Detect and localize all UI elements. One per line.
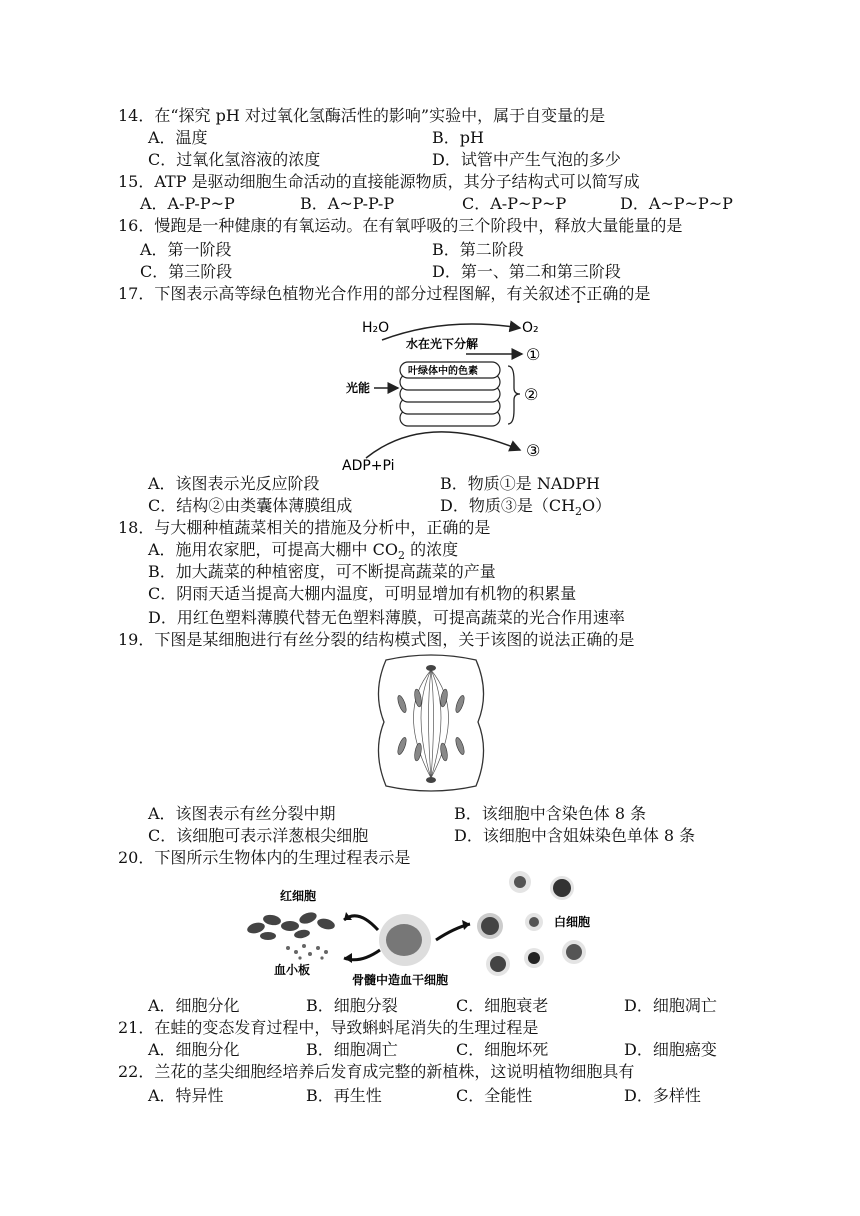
- q17-option-c: C．结构②由类囊体薄膜组成: [148, 496, 353, 515]
- q19-stem: 19．下图是某细胞进行有丝分裂的结构模式图，关于该图的说法正确的是: [118, 630, 635, 649]
- q21-option-b: B．细胞凋亡: [306, 1040, 398, 1059]
- q20-option-c: C．细胞衰老: [456, 996, 549, 1015]
- q15-option-b: B．A~P-P-P: [300, 194, 395, 213]
- product-1-label: ①: [526, 345, 541, 364]
- q16-stem: 16．慢跑是一种健康的有氧运动。在有氧呼吸的三个阶段中，释放大量能量的是: [118, 216, 683, 235]
- q19-option-b: B．该细胞中含染色体 8 条: [454, 804, 647, 823]
- q21-stem: 21．在蛙的变态发育过程中，导致蝌蚪尾消失的生理过程是: [118, 1018, 539, 1037]
- product-3-label: ③: [526, 441, 541, 460]
- stem-cell: [379, 914, 431, 966]
- atp-arrow: [366, 432, 520, 458]
- o2-label: O₂: [522, 320, 539, 336]
- q22-option-b: B．再生性: [306, 1086, 382, 1105]
- platelet-label: 血小板: [274, 963, 311, 977]
- q18-option-d: D．用红色塑料薄膜代替无色塑料薄膜，可提高蔬菜的光合作用速率: [148, 608, 625, 627]
- stem-cell-label: 骨髓中造血干细胞: [352, 973, 449, 987]
- q22-stem: 22．兰花的茎尖细胞经培养后发育成完整的新植株，这说明植物细胞具有: [118, 1062, 635, 1081]
- q14-option-c: C．过氧化氢溶液的浓度: [148, 150, 321, 169]
- h2o-label: H₂O: [362, 320, 390, 336]
- q20-stem: 20．下图所示生物体内的生理过程表示是: [118, 848, 411, 867]
- q16-option-d: D．第一、第二和第三阶段: [432, 262, 621, 281]
- q22-option-c: C．全能性: [456, 1086, 533, 1105]
- q18-option-a: A．施用农家肥，可提高大棚中 $CO_2$ 的浓度: [148, 540, 459, 562]
- mitosis-cell-diagram: [366, 652, 496, 794]
- q20-option-a: A．细胞分化: [148, 996, 240, 1015]
- q19-option-d: D．该细胞中含姐妹染色单体 8 条: [454, 826, 696, 845]
- q14-option-b: B．pH: [432, 128, 484, 147]
- q14-stem: 14．在“探究 pH 对过氧化氢酶活性的影响”实验中，属于自变量的是: [118, 106, 606, 125]
- light-energy-label: 光能: [346, 381, 371, 395]
- q18-option-c: C．阴雨天适当提高大棚内温度，可明显增加有机物的积累量: [148, 584, 577, 603]
- q17-option-a: A．该图表示光反应阶段: [148, 474, 320, 493]
- q14-option-d: D．试管中产生气泡的多少: [432, 150, 621, 169]
- red-blood-cells: [246, 910, 336, 940]
- q17-emphasis-not: 不: [570, 284, 587, 303]
- q15-option-a: A．A-P-P~P: [140, 194, 235, 213]
- q18-stem: 18．与大棚种植蔬菜相关的措施及分析中，正确的是: [118, 518, 491, 537]
- q20-option-b: B．细胞分裂: [306, 996, 398, 1015]
- structure-brace: [508, 366, 520, 424]
- pigment-label: 叶绿体中的色素: [408, 366, 478, 377]
- q21-option-a: A．细胞分化: [148, 1040, 240, 1059]
- q15-option-c: C．A-P~P~P: [462, 194, 567, 213]
- wbc-label: 白细胞: [554, 915, 591, 929]
- q21-option-c: C．细胞坏死: [456, 1040, 549, 1059]
- q22-option-d: D．多样性: [624, 1086, 701, 1105]
- structure-2-label: ②: [524, 385, 539, 404]
- q16-option-c: C．第三阶段: [140, 262, 233, 281]
- q21-option-d: D．细胞癌变: [624, 1040, 717, 1059]
- hematopoiesis-diagram: [240, 868, 610, 990]
- q16-option-a: A．第一阶段: [140, 240, 232, 259]
- q15-stem: 15．ATP 是驱动细胞生命活动的直接能源物质，其分子结构式可以简写成: [118, 172, 640, 191]
- q18-option-b: B．加大蔬菜的种植密度，可不断提高蔬菜的产量: [148, 562, 496, 581]
- q16-option-b: B．第二阶段: [432, 240, 524, 259]
- q14-option-a: A．温度: [148, 128, 208, 147]
- photosynthesis-diagram: [336, 310, 556, 472]
- adp-pi-label: ADP+Pi: [342, 458, 395, 472]
- q19-option-c: C．该细胞可表示洋葱根尖细胞: [148, 826, 369, 845]
- q17-option-b: B．物质①是 NADPH: [440, 474, 600, 493]
- q20-option-d: D．细胞凋亡: [624, 996, 717, 1015]
- q17-stem: 17．下图表示高等绿色植物光合作用的部分过程图解，有关叙述不正确的是: [118, 284, 651, 303]
- platelets: [286, 944, 328, 960]
- q22-option-a: A．特异性: [148, 1086, 224, 1105]
- water-split-label: 水在光下分解: [406, 337, 479, 351]
- q17-option-d: D．物质③是$(CH_2O)$: [440, 496, 612, 518]
- q19-option-a: A．该图表示有丝分裂中期: [148, 804, 336, 823]
- q15-option-d: D．A~P~P~P: [620, 194, 733, 213]
- rbc-label: 红细胞: [280, 889, 317, 903]
